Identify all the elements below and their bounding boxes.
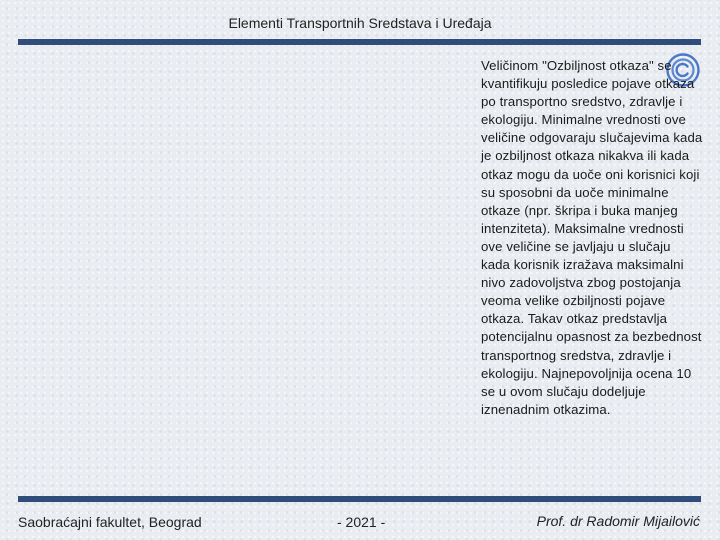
footer-author: Prof. dr Radomir Mijailović — [536, 513, 700, 529]
slide-header-title: Elementi Transportnih Sredstava i Uređaja — [228, 15, 492, 31]
header-divider — [18, 39, 701, 45]
footer-divider — [18, 496, 701, 502]
footer-institution: Saobraćajni fakultet, Beograd — [18, 514, 202, 530]
footer-page-number: - 2021 - — [337, 514, 386, 530]
slide-body-text: Veličinom "Ozbiljnost otkaza" se kvantifikuju posledice pojave otkaza po transportno sredstvo, zdravlje i ekologiju. Minimalne vrednosti ove veličine odgovaraju slučajevima kada je ozbiljnost otkaza nikakva ili kada otkaz mogu da uoče oni korisnici koji su sposobni da uoče minimalne otkaze (npr. škripa i buka manjeg intenziteta). Maksimalne vrednosti ove veličine se javljaju u slučaju kada korisnik izražava maksimalni nivo zadovoljstva zbog postojanja veoma velike ozbiljnosti pojave otkaza. Takav otkaz predstavlja potencijalnu opasnost za bezbednost transportnog sredstva, zdravlje i ekologiju. Najnepovoljnija ocena 10 se u ovom slučaju dodeljuje iznenadnim otkazima. — [481, 58, 703, 417]
